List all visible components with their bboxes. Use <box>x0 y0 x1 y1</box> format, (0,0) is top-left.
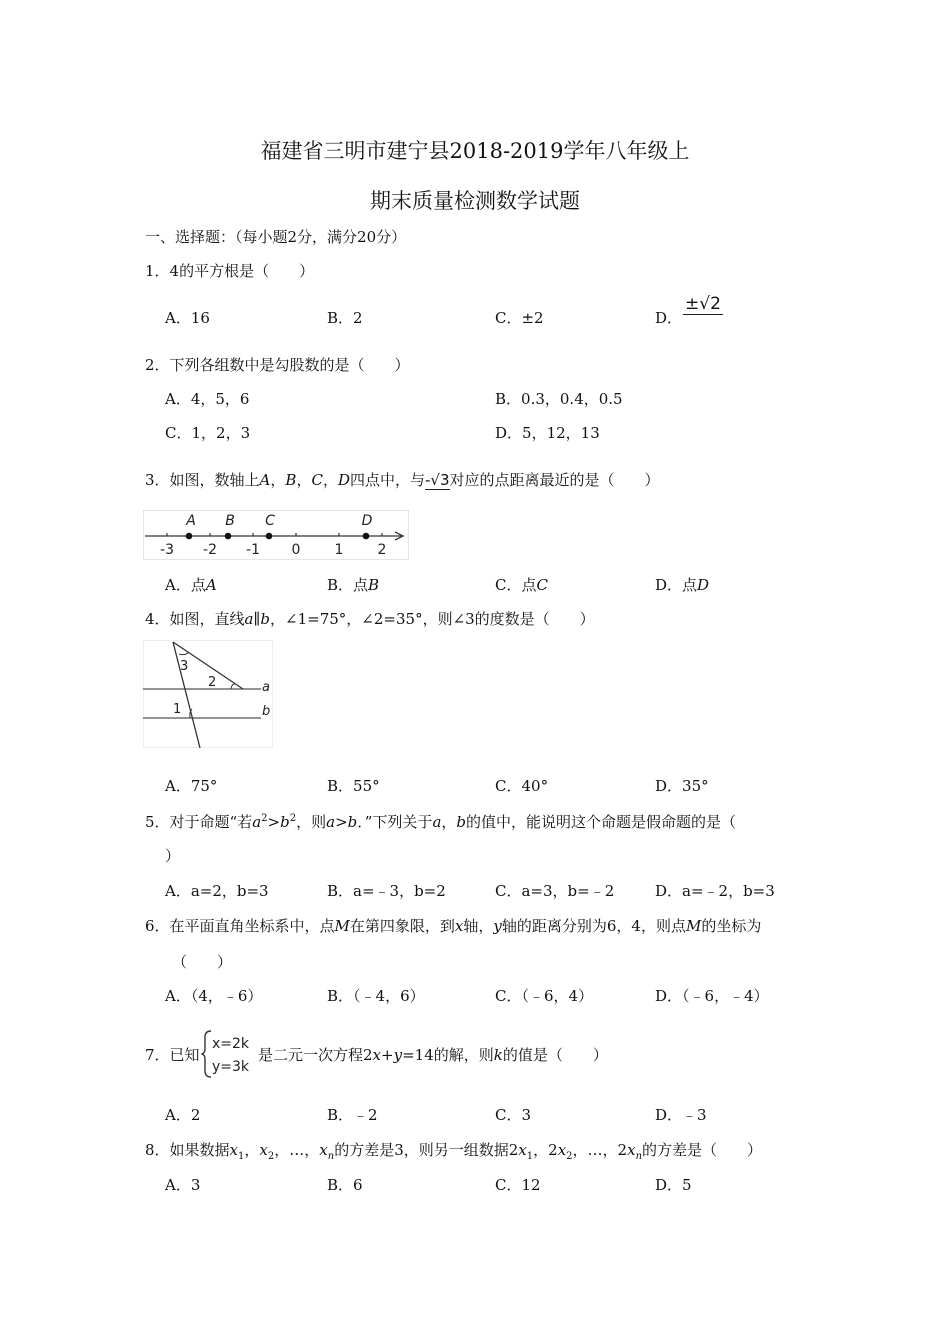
line-label: a <box>262 680 270 695</box>
tick-label: 1 <box>334 542 344 558</box>
q6-stem: 6．在平面直角坐标系中，点M在第四象限，到x轴，y轴的距离分别为6，4，则点M的坐标为 <box>145 917 762 935</box>
q6-option-d: D．（﹣6，﹣4） <box>655 987 769 1005</box>
q5-option-a: A．a=2，b=3 <box>165 882 269 900</box>
angle-label: 3 <box>180 659 189 674</box>
q2-option-c: C．1，2，3 <box>165 424 251 442</box>
q5-stem: 5．对于命题“若$a^2>b^2$，则a>b．”下列关于a，b的值中，能说明这个命题是假命题的是（ <box>145 813 737 831</box>
q4-option-a: A．75° <box>165 777 218 795</box>
q5-option-b: B．a=﹣3，b=2 <box>327 882 446 900</box>
q6-option-b: B．（﹣4，6） <box>327 987 425 1005</box>
q4-option-c: C．40° <box>495 777 549 795</box>
point-label: B <box>225 513 235 529</box>
tick-label: -2 <box>203 542 217 558</box>
point-label: C <box>265 513 275 529</box>
brace-icon <box>202 1031 211 1077</box>
system-eq-2: y=3k <box>212 1059 250 1075</box>
q7-option-c: C．3 <box>495 1106 532 1124</box>
q8-option-c: C．12 <box>495 1176 541 1194</box>
point-label: A <box>186 513 196 529</box>
q7-option-b: B．﹣2 <box>327 1106 378 1124</box>
q4-option-d: D．35° <box>655 777 709 795</box>
tick-label: 2 <box>377 542 387 558</box>
q3-option-c: C．点C <box>495 576 548 594</box>
q7-stem-a: 7．已知 <box>145 1046 200 1064</box>
q6-option-a: A．（4，﹣6） <box>165 987 263 1005</box>
q2-option-a: A．4，5，6 <box>165 390 250 408</box>
q4-option-b: B．55° <box>327 777 380 795</box>
q1-option-a: A．16 <box>165 309 210 327</box>
q1-option-b: B．2 <box>327 309 363 327</box>
q5-option-c: C．a=3，b=﹣2 <box>495 882 615 900</box>
q2-option-b: B．0.3，0.4，0.5 <box>495 390 623 408</box>
q8-option-d: D．5 <box>655 1176 692 1194</box>
q6-option-c: C．（﹣6，4） <box>495 987 594 1005</box>
point-c <box>266 533 273 540</box>
angle-label: 1 <box>173 702 182 717</box>
q1-option-c: C．±2 <box>495 309 544 327</box>
title-line-1: 福建省三明市建宁县2018-2019学年八年级上 <box>260 139 690 163</box>
point-d <box>363 533 370 540</box>
q3-radical: -√3 <box>425 471 450 489</box>
tick-label: 0 <box>291 542 301 558</box>
q5-stem-close: ） <box>165 847 181 865</box>
system-eq-1: x=2k <box>212 1036 250 1052</box>
q3-option-a: A．点A <box>165 576 217 594</box>
line-label: b <box>262 704 271 719</box>
q7-option-a: A．2 <box>165 1106 201 1124</box>
q2-stem: 2．下列各组数中是勾股数的是（ ） <box>145 356 410 374</box>
q6-paren: （ ） <box>172 953 233 971</box>
q8-option-b: B．6 <box>327 1176 363 1194</box>
q3-option-b: B．点B <box>327 576 380 594</box>
point-a <box>186 533 193 540</box>
point-b <box>225 533 232 540</box>
equation-system-figure <box>201 1029 257 1079</box>
parallel-lines-figure <box>143 640 273 748</box>
title-line-2: 期末质量检测数学试题 <box>370 189 580 213</box>
q8-stem: 8．如果数据$x_1$，$x_2$，…，$x_n$的方差是3，则另一组数据$2x_1$，$2x_2$，…，$2x_n$的方差是（ ） <box>145 1141 763 1162</box>
q5-option-d: D．a=﹣2，b=3 <box>655 882 775 900</box>
q1-option-d-value: ±√2 <box>685 294 721 314</box>
number-line-figure <box>143 510 409 560</box>
q4-stem: 4．如图，直线a∥b，∠1=75°，∠2=35°，则∠3的度数是（ ） <box>145 610 595 628</box>
tick-label: -1 <box>246 542 260 558</box>
section-heading: 一、选择题：（每小题2分，满分20分） <box>145 228 407 246</box>
q8-option-a: A．3 <box>165 1176 201 1194</box>
q2-option-d: D．5，12，13 <box>495 424 600 442</box>
angle-label: 2 <box>208 675 217 690</box>
point-label: D <box>361 513 373 529</box>
q7-stem-b: 是二元一次方程2x+y=14的解，则k的值是（ ） <box>258 1046 608 1064</box>
tick-label: -3 <box>160 542 174 558</box>
q7-option-d: D．﹣3 <box>655 1106 707 1124</box>
q1-option-d-label: D． <box>655 309 683 327</box>
q3-option-d: D．点D <box>655 576 710 594</box>
q1-stem: 1．4的平方根是（ ） <box>145 262 315 280</box>
q3-stem: 3．如图，数轴上A，B，C，D四点中，与-√3对应的点距离最近的是（ ） <box>145 471 660 489</box>
